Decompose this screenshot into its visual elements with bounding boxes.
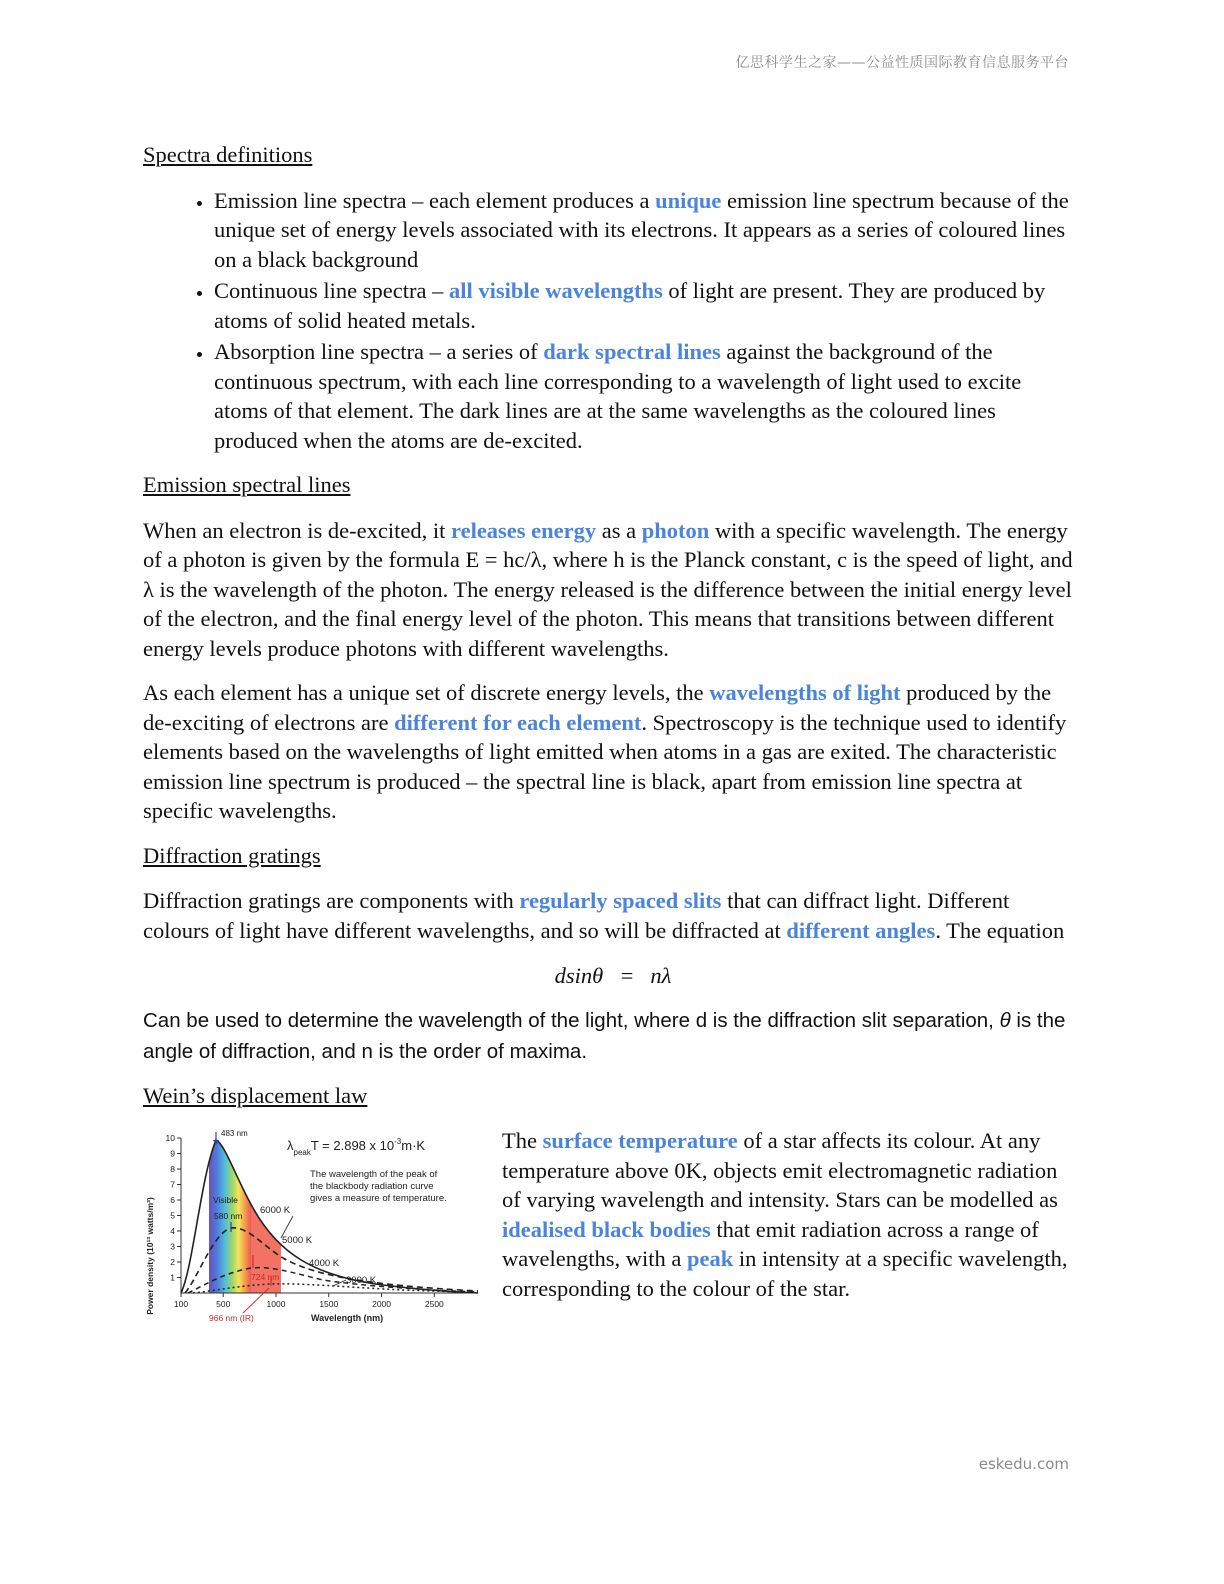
paragraph-gratings: Diffraction gratings are components with regularly spaced slits that can diffract light. Different colours of light have different wavelengths, and so will be diffracted at different angles. The equation bbox=[143, 888, 1065, 943]
paragraph-equation-explanation: Can be used to determine the wavelength of the light, where d is the diffraction slit separation, θ is the angle of diffraction, and n is the order of maxima. bbox=[143, 1008, 1066, 1063]
label-4000k: 4000 K bbox=[309, 1258, 340, 1269]
heading-spectra-definitions: Spectra definitions bbox=[143, 142, 313, 167]
heading-emission-lines: Emission spectral lines bbox=[143, 472, 351, 497]
paragraph-deexcitation: When an electron is de-excited, it releases energy as a photon with a specific wavelength. The energy of a photon is given by the formula E = hc/λ, where h is the Planck constant, c is the speed of light, and λ is the wavelength of the photon. The energy released is the difference between the initial energy level of the electron, and the final energy level of the photon. This means that transitions between different energy levels produce photons with different wavelengths. bbox=[143, 517, 1073, 661]
graph-note-line2: the blackbody radiation curve bbox=[310, 1181, 434, 1192]
x-ticks bbox=[174, 1293, 444, 1309]
visible-label: Visible bbox=[213, 1195, 238, 1205]
x-tick-label: 1000 bbox=[266, 1299, 286, 1309]
peak-4000-label: 724 nm bbox=[251, 1272, 280, 1282]
list-item-absorption: • Absorption line spectra – a series of dark spectral lines against the background of the continuous spectrum, with each line corresponding to a wavelength of light used to excite atoms of that element. The dark lines are at the same wavelengths as the coloured lines produced when the atoms are de-excited. bbox=[214, 337, 1073, 455]
y-tick-label: 1 bbox=[170, 1272, 175, 1283]
x-tick-label: 100 bbox=[173, 1299, 189, 1309]
list-item-emission: • Emission line spectra – each element produces a unique emission line spectrum because of the unique set of energy levels associated with its electrons. It appears as a series of coloured lines on a black background bbox=[214, 186, 1073, 275]
y-tick-label: 8 bbox=[170, 1164, 175, 1174]
paragraph-spectroscopy: As each element has a unique set of discrete energy levels, the wavelengths of light produced by the de-exciting of electrons are different for each element. Spectroscopy is the technique used to identify elements based on the wavelengths of light emitted when atoms in a gas are exited. The characteristic emission line spectrum is produced – the spectral line is black, apart from emission line spectra at specific wavelengths. bbox=[143, 680, 1067, 823]
heading-diffraction-gratings: Diffraction gratings bbox=[143, 842, 321, 868]
y-tick-label: 7 bbox=[170, 1179, 175, 1190]
page-header: 亿思科学生之家——公益性质国际教育信息服务平台 bbox=[735, 55, 1069, 71]
peak-3000-label: 966 nm (IR) bbox=[209, 1313, 254, 1323]
graph-note-line3: gives a measure of temperature. bbox=[310, 1193, 447, 1204]
blackbody-radiation-graph bbox=[143, 1128, 483, 1328]
paragraph-wien: The surface temperature of a star affects its colour. At any temperature above 0K, objects emit electromagnetic radiation of varying wavelength and intensity. Stars can be modelled as idealised black bodies that emit radiation across a range of wavelengths, with a peak in intensity at a specific wavelength, corresponding to the colour of the star. bbox=[502, 1128, 1068, 1301]
y-tick-label: 5 bbox=[170, 1210, 175, 1221]
spectra-list bbox=[143, 186, 1073, 456]
list-item-continuous: • Continuous line spectra – all visible wavelengths of light are present. They are produced by atoms of solid heated metals. bbox=[214, 276, 1073, 335]
peak-5000-label: 580 nm bbox=[214, 1211, 243, 1221]
x-tick-label: 500 bbox=[216, 1299, 231, 1309]
label-6000k: 6000 K bbox=[260, 1205, 291, 1216]
y-tick-label: 3 bbox=[170, 1241, 175, 1252]
x-tick-label: 1500 bbox=[319, 1299, 339, 1309]
heading-wien-law: Wein’s displacement law bbox=[143, 1082, 368, 1108]
grating-equation: dsinθ = nλ bbox=[554, 963, 672, 988]
y-tick-label: 2 bbox=[170, 1257, 175, 1267]
y-tick-label: 6 bbox=[170, 1195, 175, 1205]
document-body bbox=[143, 140, 1073, 1328]
label-5000k: 5000 K bbox=[282, 1235, 313, 1246]
x-axis-label: Wavelength (nm) bbox=[311, 1313, 384, 1323]
wien-formula: $\lambda_{peak}T = 2.898$ x $10^{-3}m\cdot K$ bbox=[287, 1137, 426, 1157]
y-tick-label: 10 bbox=[165, 1133, 175, 1143]
y-ticks bbox=[166, 1133, 181, 1283]
peak-6000-label: 483 nm bbox=[221, 1129, 248, 1138]
x-tick-label: 2500 bbox=[424, 1299, 444, 1309]
label-3000k: 3000 K bbox=[346, 1275, 377, 1286]
page-footer: eskedu.com bbox=[978, 1455, 1069, 1473]
wien-section bbox=[143, 1126, 1073, 1328]
y-tick-label: 4 bbox=[170, 1226, 175, 1236]
graph-note-line1: The wavelength of the peak of bbox=[310, 1169, 438, 1180]
x-tick-label: 2000 bbox=[372, 1299, 392, 1309]
y-axis-label: Power density (10¹³ watts/m³) bbox=[145, 1197, 155, 1315]
y-tick-label: 9 bbox=[170, 1148, 175, 1159]
